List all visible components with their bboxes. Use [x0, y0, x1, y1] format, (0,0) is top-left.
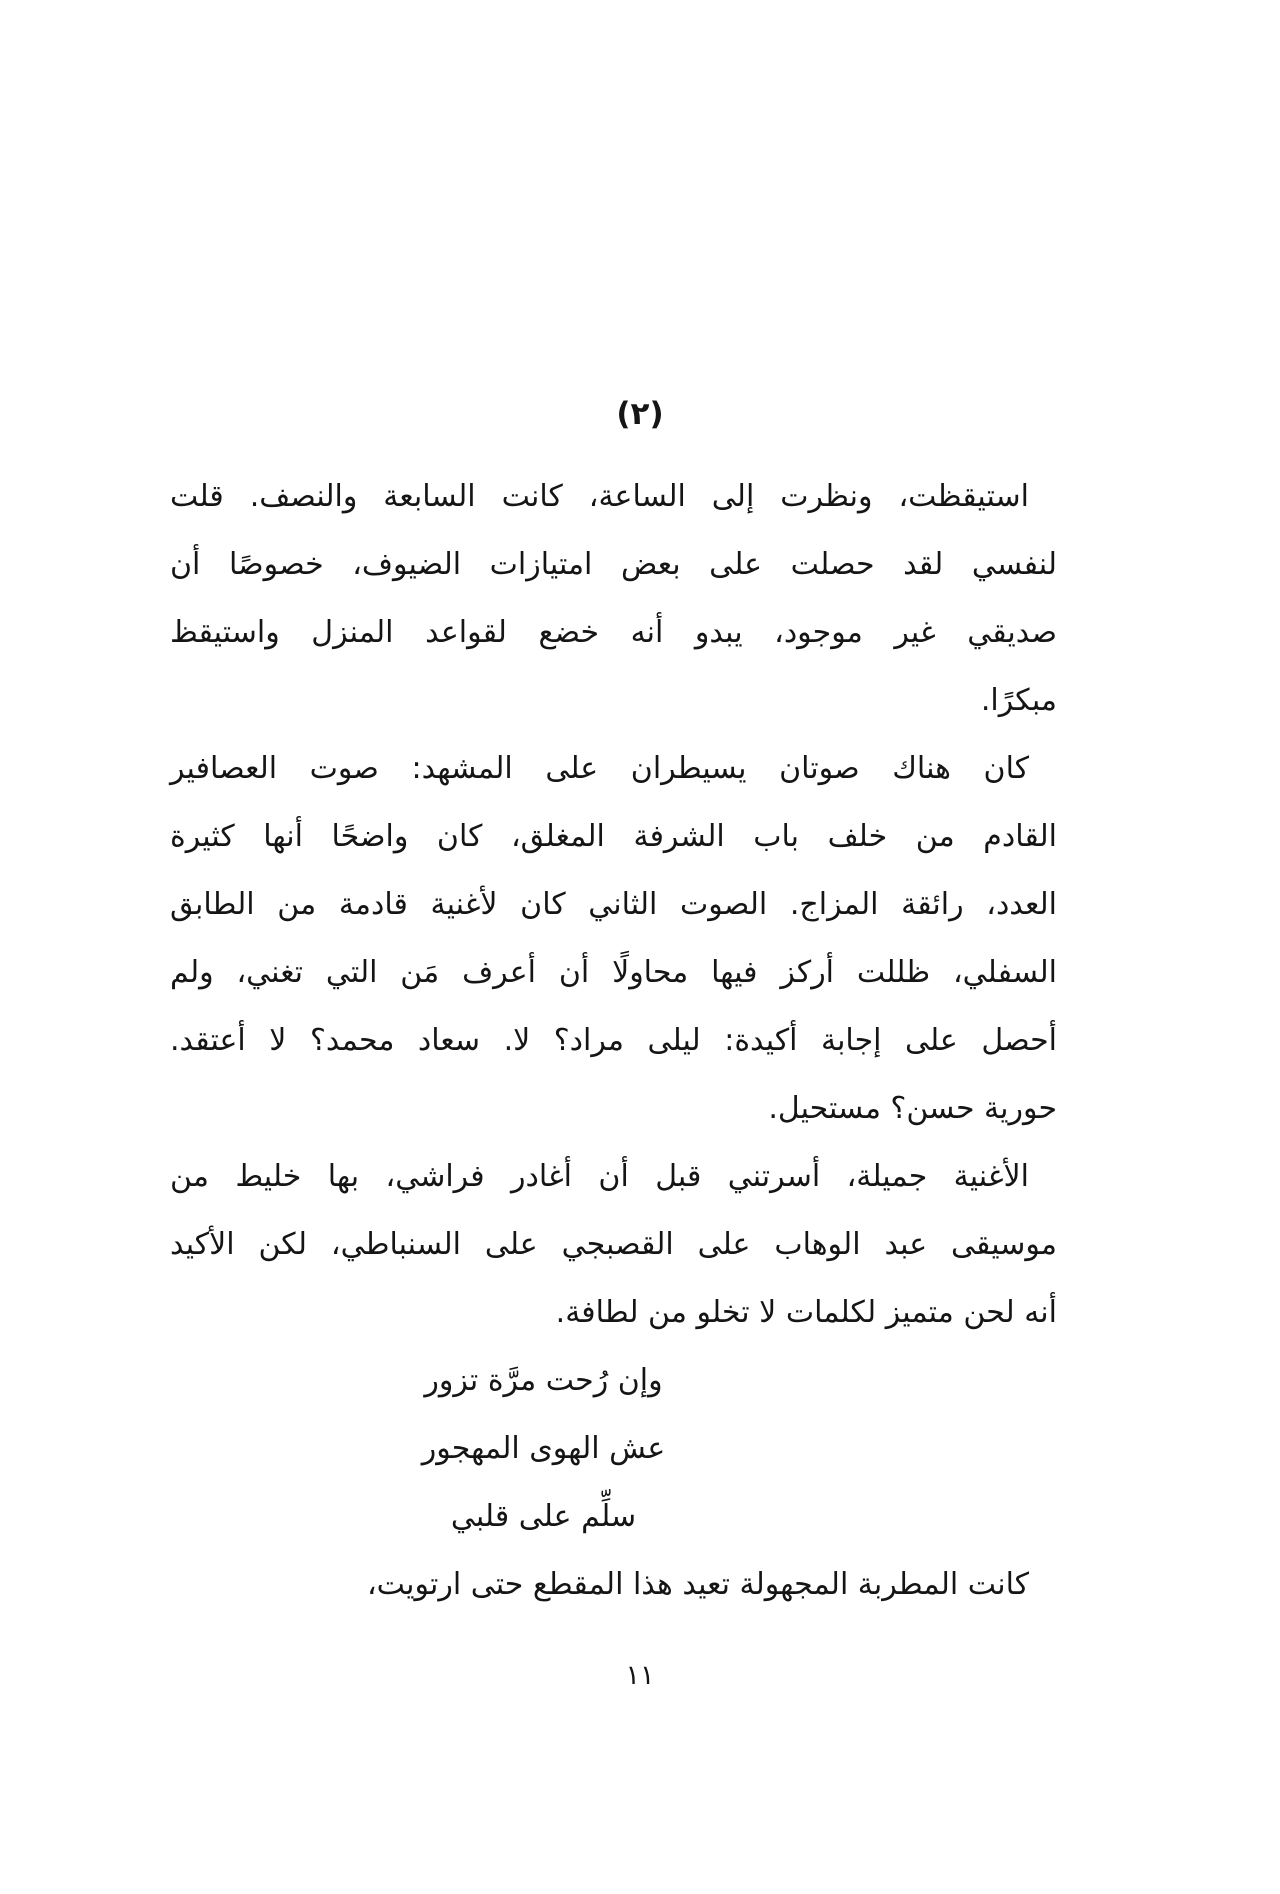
text-line: صديقي غير موجود، يبدو أنه خضع لقواعد المنزل واستيقظ — [170, 615, 1057, 650]
text-line: العدد، رائقة المزاج. الصوت الثاني كان لأغنية قادمة من الطابق — [170, 887, 1057, 922]
page-number: ١١ — [625, 1660, 655, 1691]
verse-line: وإن رُحت مرَّة تزور — [424, 1363, 663, 1398]
section-heading: (٢) — [616, 396, 664, 432]
verse-line: سلِّم على قلبي — [450, 1499, 637, 1534]
verse-line: عش الهوى المهجور — [421, 1431, 666, 1466]
text-line: أحصل على إجابة أكيدة: ليلى مراد؟ لا. سعاد محمد؟ لا أعتقد. — [170, 1023, 1057, 1058]
text-line: السفلي، ظللت أركز فيها محاولًا أن أعرف مَن التي تغني، ولم — [170, 955, 1057, 990]
text-line: أنه لحن متميز لكلمات لا تخلو من لطافة. — [555, 1295, 1057, 1330]
text-line: لنفسي لقد حصلت على بعض امتيازات الضيوف، خصوصًا أن — [170, 547, 1057, 582]
body-text — [170, 463, 1057, 1619]
text-line: كان هناك صوتان يسيطران على المشهد: صوت العصافير — [170, 751, 1029, 786]
text-line: استيقظت، ونظرت إلى الساعة، كانت السابعة والنصف. قلت — [170, 479, 1029, 514]
text-line: مبكرًا. — [980, 683, 1057, 718]
text-line: القادم من خلف باب الشرفة المغلق، كان واضحًا أنها كثيرة — [170, 819, 1057, 854]
text-line: كانت المطربة المجهولة تعيد هذا المقطع حتى ارتويت، — [367, 1567, 1029, 1602]
text-line: حورية حسن؟ مستحيل. — [768, 1091, 1057, 1126]
text-line: موسيقى عبد الوهاب على القصبجي على السنباطي، لكن الأكيد — [170, 1227, 1057, 1262]
text-line: الأغنية جميلة، أسرتني قبل أن أغادر فراشي، بها خليط من — [170, 1159, 1029, 1194]
